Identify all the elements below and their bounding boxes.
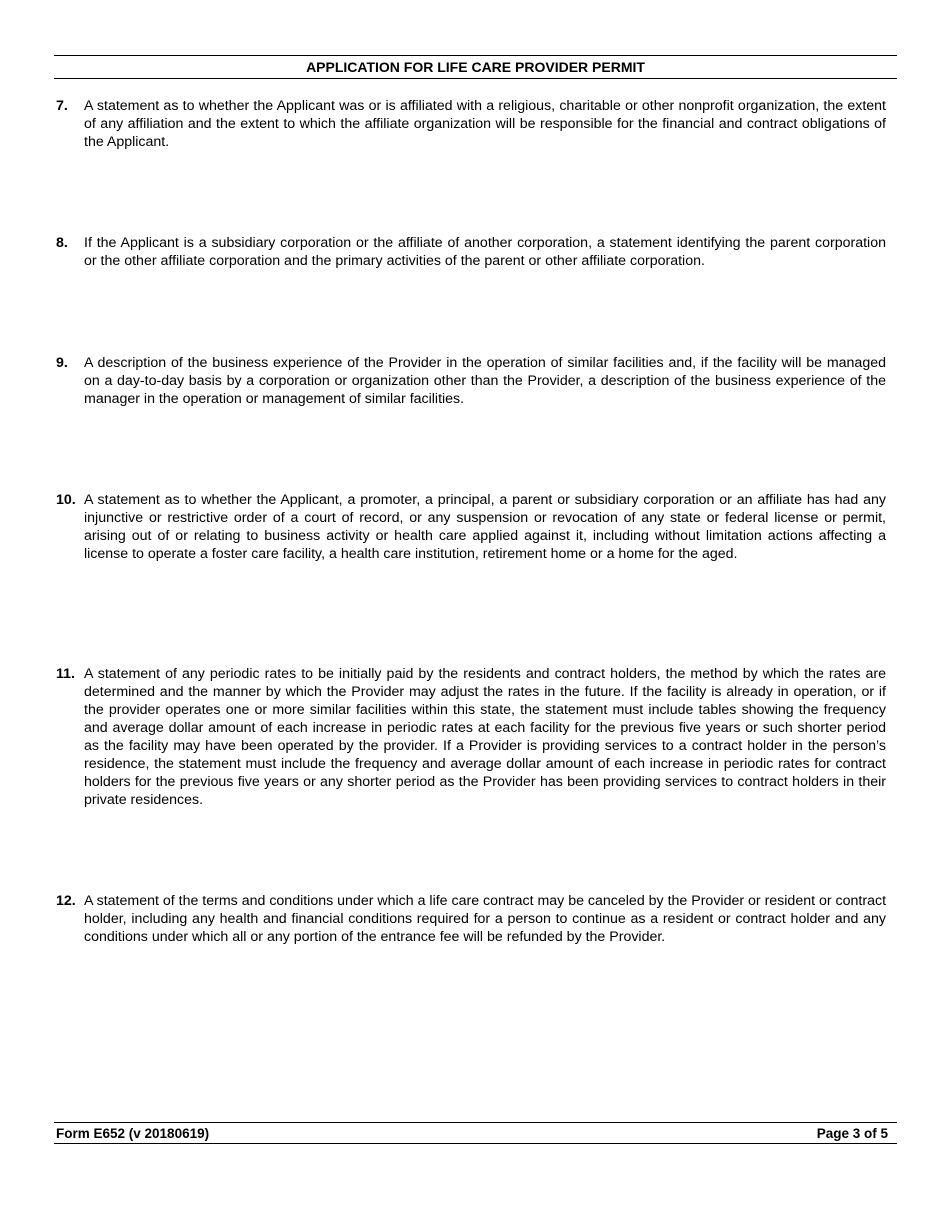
item-number: 12. [56,893,76,909]
item-text: A statement as to whether the Applicant, a promoter, a principal, a parent or subsidiary corporation or an affiliate has had any injunctive or restrictive order of a court of record, or any suspension or revocation of any state or federal license or permit, arising out of or relating to business activity or health care applied against it, including without limitation actions affecting a license to operate a foster care facility, a health care institution, retirement home or a home for the aged. [84,492,886,562]
page-title: APPLICATION FOR LIFE CARE PROVIDER PERMIT [306,59,645,75]
list-item-7 [56,97,886,151]
item-text: A statement of the terms and conditions under which a life care contract may be canceled by the Provider or resident or contract holder, including any health and financial conditions required for a person to continue as a resident or contract holder and any conditions under which all or any portion of the entrance fee will be refunded by the Provider. [84,893,887,945]
header-rule-bottom [54,78,897,79]
list-item-12 [56,892,886,946]
item-text: A statement of any periodic rates to be initially paid by the residents and contract holders, the method by which the rates are determined and the manner by which the Provider may adjust the rates in the future. If the facility is already in operation, or if the provider operates one or more similar facilities within this state, the statement must include tables showing the frequency and average dollar amount of each increase in periodic rates at each facility for the previous five years or such shorter period as the facility may have been operated by the provider. If a Provider is providing services to a contract holder in the person’s residence, the statement must include the frequency and average dollar amount of each increase in periodic rates for contract holders for the previous five years or any shorter period as the Provider has been providing services to contract holders in their private residences. [84,666,886,808]
list-item-10 [56,491,886,563]
page-number: Page 3 of 5 [816,1126,888,1141]
item-number: 10. [56,492,76,508]
footer-rule-top [54,1122,897,1123]
item-number: 11. [56,666,75,682]
item-number: 8. [56,235,68,251]
header-rule-top [54,55,897,56]
list-item-9 [56,354,886,408]
item-text: A description of the business experience of the Provider in the operation of similar facilities and, if the facility will be managed on a day-to-day basis by a corporation or organization other than the Provider, a description of the business experience of the manager in the operation or management of similar facilities. [84,355,886,407]
list-item-8 [56,234,886,270]
item-text: A statement as to whether the Applicant was or is affiliated with a religious, charitable or other nonprofit organization, the extent of any affiliation and the extent to which the affiliate organization will be responsible for the financial and contract obligations of the Applicant. [84,98,886,150]
item-text: If the Applicant is a subsidiary corporation or the affiliate of another corporation, a statement identifying the parent corporation or the other affiliate corporation and the primary activities of the parent or other affiliate corporation. [84,235,886,269]
item-number: 9. [56,355,68,371]
item-number: 7. [56,98,68,114]
list-item-11 [56,665,886,809]
form-id: Form E652 (v 20180619) [56,1126,210,1141]
footer-rule-bottom [54,1143,897,1144]
